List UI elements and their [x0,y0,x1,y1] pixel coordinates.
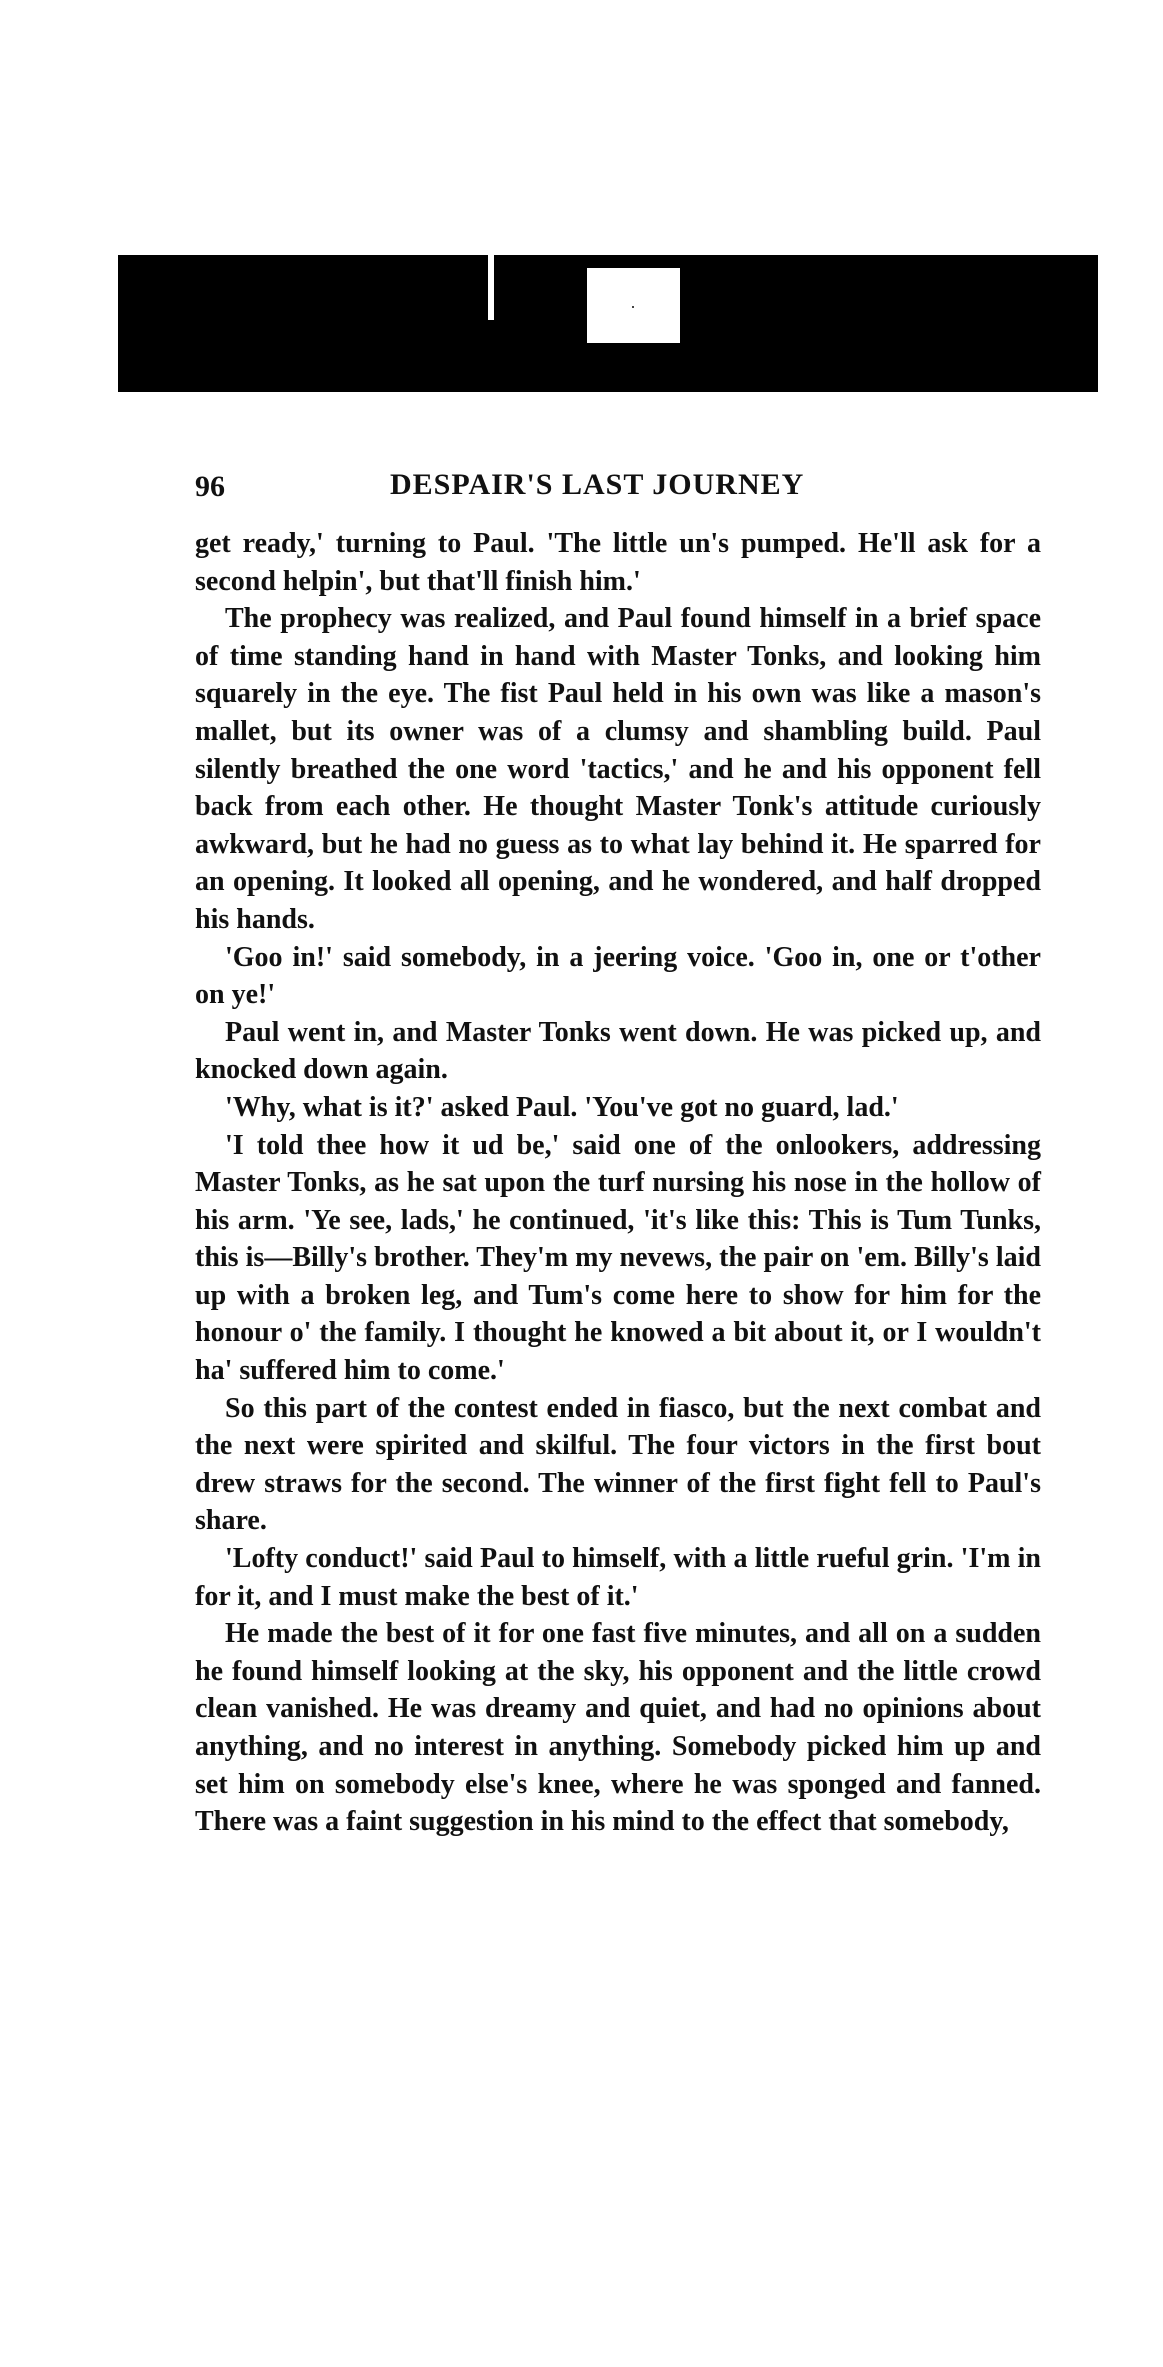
scan-speck [632,306,634,308]
paragraph: 'I told thee how it ud be,' said one of the onlookers, addressing Master Tonks, as he sat upon the turf nursing his nose in the hollow of his arm. 'Ye see, lads,' he continued, 'it's like this: This is Tum Tunks, this is—Billy's brother. They'm my nevews, the pair on 'em. Billy's laid up with a broken leg, and Tum's come here to show for him for the honour o' the family. I thought he knowed a bit about it, or I wouldn't ha' suffered him to come.' [195,1129,1041,1387]
paragraph: 'Lofty conduct!' said Paul to himself, with a little rueful grin. 'I'm in for it, and I must make the best of it.' [195,1543,1041,1612]
paragraph: get ready,' turning to Paul. 'The little un's pumped. He'll ask for a second helpin', but that'll finish him.' [195,528,1041,597]
paragraph: So this part of the contest ended in fiasco, but the next combat and the next were spirited and skilful. The four victors in the first bout drew straws for the second. The winner of the first fight fell to Paul's share. [195,1392,1041,1537]
paragraph: 'Why, what is it?' asked Paul. 'You've got no guard, lad.' [225,1091,899,1123]
running-head: DESPAIR'S LAST JOURNEY [390,468,805,501]
paragraph: He made the best of it for one fast five minutes, and all on a sudden he found himself looking at the sky, his opponent and the little crowd clean vanished. He was dreamy and quiet, and had no opinions about anything, and no interest in anything. Somebody picked him up and set him on somebody else's knee, where he was sponged and fanned. There was a faint suggestion in his mind to the effect that somebody, [195,1618,1041,1838]
paragraph: The prophecy was realized, and Paul found himself in a brief space of time standing hand in hand with Master Tonks, and looking him squarely in the eye. The fist Paul held in his own was like a mason's mallet, but its owner was of a clumsy and shambling build. Paul silently breathed the one word 'tactics,' and he and his opponent fell back from each other. He thought Master Tonk's attitude curiously awkward, but he had no guess as to what lay behind it. He sparred for an opening. It looked all opening, and he wondered, and half dropped his hands. [195,603,1041,935]
redaction-notch [488,255,494,320]
paragraph: 'Goo in!' said somebody, in a jeering voice. 'Goo in, one or t'other on ye!' [195,941,1041,1011]
paragraph: Paul went in, and Master Tonks went down. He was picked up, and knocked down again. [195,1016,1041,1086]
body-text [195,525,1041,1841]
page-number: 96 [195,470,225,503]
